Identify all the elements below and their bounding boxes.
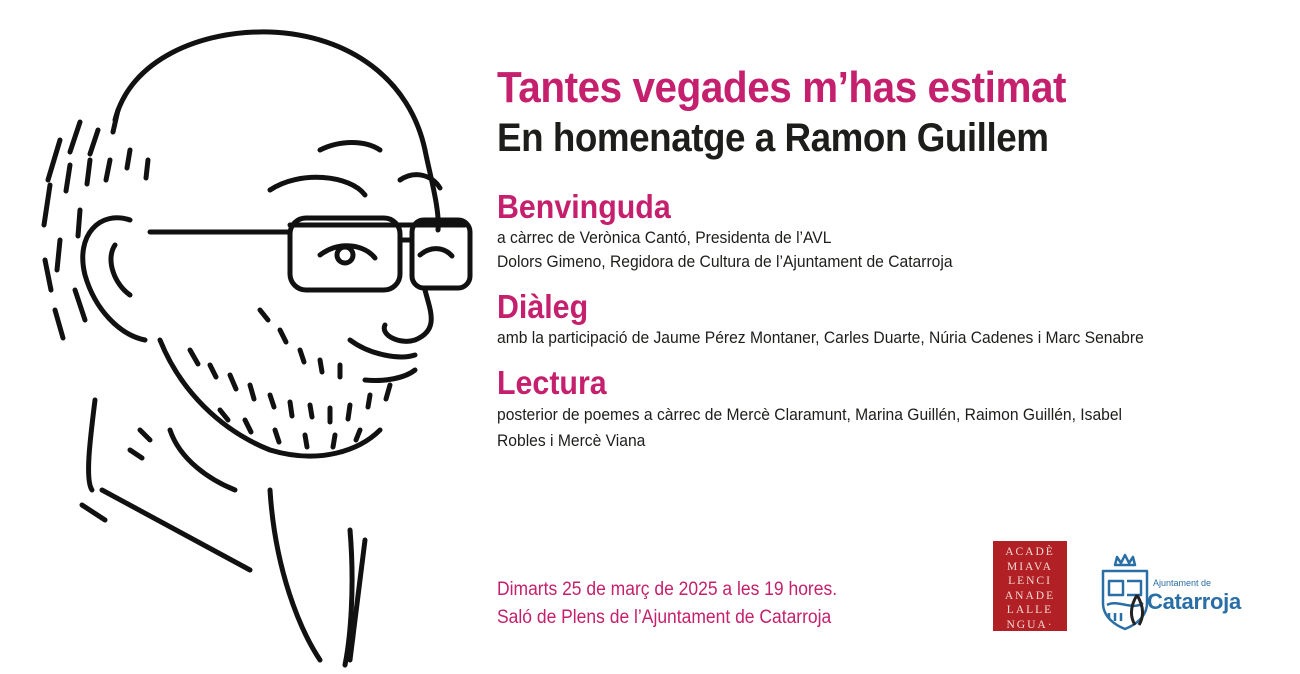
section-line: Robles i Mercè Viana	[497, 431, 646, 450]
catarroja-crest-icon	[1095, 551, 1155, 631]
avl-logo-line: ACADÈ	[1005, 546, 1055, 558]
section-heading: Benvinguda	[497, 188, 671, 225]
avl-logo	[993, 541, 1067, 631]
event-subtitle: En homenatge a Ramon Guillem	[497, 116, 1049, 160]
section-line: a càrrec de Verònica Cantó, Presidenta de l’AVL	[497, 228, 832, 247]
section-line: posterior de poemes a càrrec de Mercè Claramunt, Marina Guillén, Raimon Guillén, Isabel	[497, 405, 1123, 424]
catarroja-logo	[1095, 551, 1265, 631]
event-date: Dimarts 25 de març de 2025 a les 19 hores.	[497, 579, 838, 600]
avl-logo-line: ANADE	[1004, 589, 1056, 602]
event-title: Tantes vegades m’has estimat	[497, 63, 1067, 112]
avl-logo-line: MIAVA	[1006, 560, 1053, 573]
section-benvinguda	[497, 188, 1287, 274]
section-lectura	[497, 364, 1287, 454]
avl-logo-line: NGUA·	[1006, 618, 1054, 631]
portrait-illustration	[20, 10, 480, 670]
event-details	[497, 576, 867, 632]
section-dialeg	[497, 288, 1287, 350]
avl-logo-line: LENCI	[1008, 575, 1052, 588]
section-heading: Diàleg	[497, 288, 589, 325]
section-line: Dolors Gimeno, Regidora de Cultura de l’Ajuntament de Catarroja	[497, 252, 953, 271]
catarroja-name: Catarroja	[1147, 589, 1241, 614]
section-heading: Lectura	[497, 364, 607, 401]
catarroja-small-label: Ajuntament de	[1153, 578, 1212, 588]
section-line: amb la participació de Jaume Pérez Montaner, Carles Duarte, Núria Cadenes i Marc Senabre	[497, 328, 1144, 347]
event-place: Saló de Plens de l’Ajuntament de Catarroja	[497, 607, 832, 628]
event-content	[497, 62, 1287, 454]
avl-logo-line: LALLE	[1006, 604, 1054, 617]
